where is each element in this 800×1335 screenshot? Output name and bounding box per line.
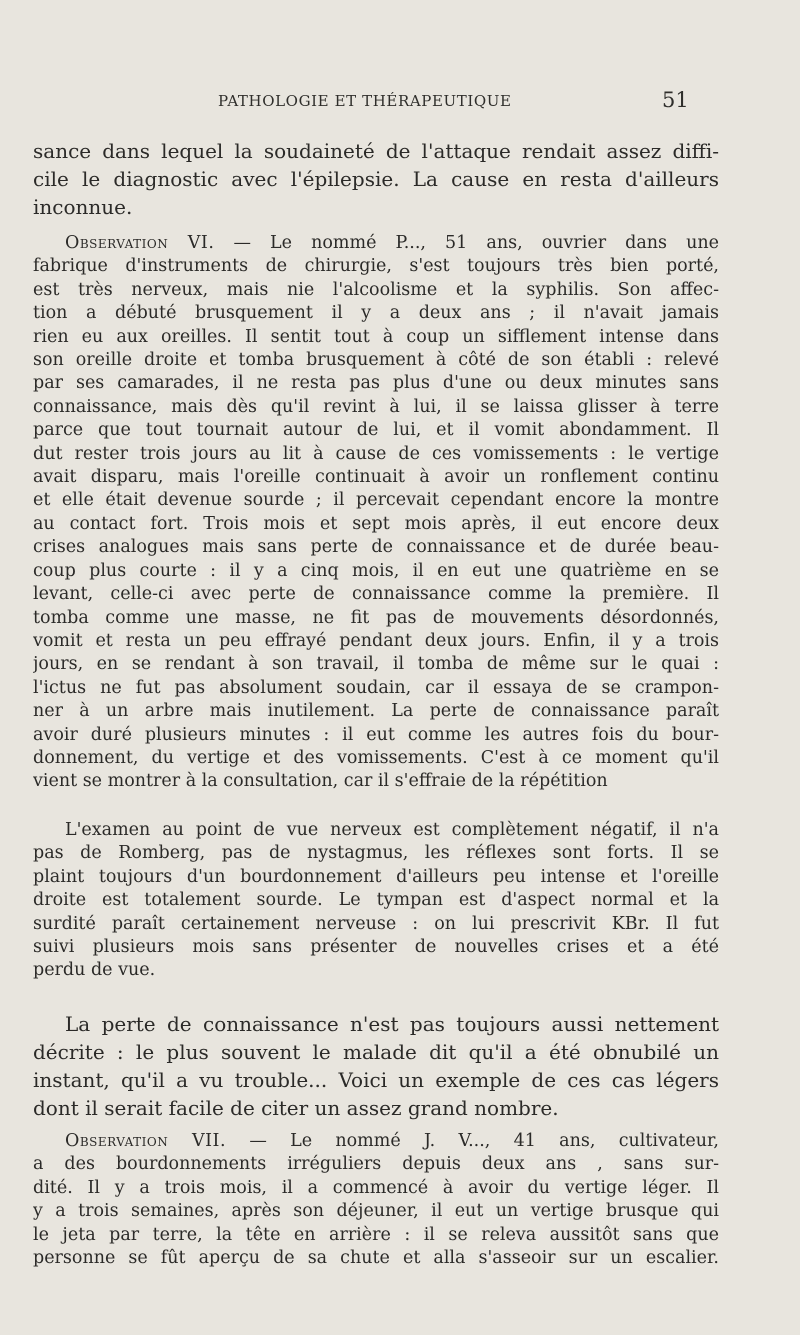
text-line: tomba comme une masse, ne fit pas de mouvements désordonnés, [33, 607, 719, 628]
text-line: vomit et resta un peu effrayé pendant deux jours. Enfin, il y a trois [33, 630, 719, 651]
text-line: donnement, du vertige et des vomissements. C'est à ce moment qu'il [33, 747, 719, 768]
text-line: coup plus courte : il y a cinq mois, il en eut une quatrième en se [33, 560, 719, 581]
exam-paragraph [33, 819, 719, 983]
text-line: pas de Romberg, pas de nystagmus, les réflexes sont forts. Il se [33, 843, 719, 864]
text-line: tion a débuté brusquement il y a deux ans ; il n'avait jamais [33, 303, 719, 324]
text-line: vient se montrer à la consultation, car il s'effraie de la répétition [33, 771, 608, 792]
intro-paragraph [33, 137, 719, 221]
text-line: au contact fort. Trois mois et sept mois après, il eut encore deux [33, 513, 719, 534]
text-line: sance dans lequel la soudaineté de l'attaque rendait assez diffi- [33, 139, 719, 163]
text-line: avoir duré plusieurs minutes : il eut comme les autres fois du bour- [33, 724, 719, 745]
observation-first-line [33, 232, 719, 255]
text-line: droite est totalement sourde. Le tympan est d'aspect normal et la [33, 890, 719, 911]
text-line: levant, celle-ci avec perte de connaissance comme la première. Il [33, 584, 719, 605]
observation-label: Observation VII. [65, 1131, 227, 1151]
text-line: personne se fût aperçu de sa chute et alla s'asseoir sur un escalier. [33, 1248, 719, 1269]
text-line: cile le diagnostic avec l'épilepsie. La cause en resta d'ailleurs [33, 167, 719, 191]
text-line: y a trois semaines, après son déjeuner, il eut un vertige brusque qui [33, 1201, 719, 1222]
observation-text: — Le nommé P..., 51 ans, ouvrier dans une [233, 233, 719, 253]
text-line: son oreille droite et tomba brusquement à côté de son établi : relevé [33, 350, 719, 371]
text-line: jours, en se rendant à son travail, il tomba de même sur le quai : [33, 654, 719, 675]
text-line: crises analogues mais sans perte de connaissance et de durée beau- [33, 537, 719, 558]
text-line: le jeta par terre, la tête en arrière : il se releva aussitôt sans que [33, 1224, 719, 1245]
text-line: a des bourdonnements irréguliers depuis deux ans , sans sur- [33, 1154, 719, 1175]
text-line: par ses camarades, il ne resta pas plus d'une ou deux minutes sans [33, 373, 719, 394]
main-paragraph [33, 1010, 719, 1122]
observation-vii [33, 1130, 719, 1270]
text-line: décrite : le plus souvent le malade dit qu'il a été obnubilé un [33, 1040, 719, 1064]
text-line: perdu de vue. [33, 960, 156, 981]
text-line: avait disparu, mais l'oreille continuait à avoir un ronflement continu [33, 467, 719, 488]
text-line: L'examen au point de vue nerveux est complètement négatif, il n'a [65, 820, 719, 840]
observation-label: Observation VI. [65, 233, 215, 253]
text-line: dut rester trois jours au lit à cause de ces vomissements : le vertige [33, 443, 719, 464]
text-line: instant, qu'il a vu trouble... Voici un exemple de ces cas légers [33, 1068, 719, 1092]
text-line: fabrique d'instruments de chirurgie, s'est toujours très bien porté, [33, 256, 719, 277]
running-head [0, 88, 800, 118]
text-line: dont il serait facile de citer un assez grand nombre. [33, 1096, 559, 1120]
text-line: inconnue. [33, 195, 133, 219]
text-line: plaint toujours d'un bourdonnement d'ailleurs peu intense et l'oreille [33, 866, 719, 887]
text-line: dité. Il y a trois mois, il a commencé à avoir du vertige léger. Il [33, 1177, 719, 1198]
text-line: parce que tout tournait autour de lui, et il vomit abondamment. Il [33, 420, 719, 441]
observation-first-line [33, 1130, 719, 1153]
text-line: surdité paraît certainement nerveuse : on lui prescrivit KBr. Il fut [33, 913, 719, 934]
running-title: PATHOLOGIE ET THÉRAPEUTIQUE [218, 92, 512, 110]
text-line: La perte de connaissance n'est pas toujours aussi nettement [65, 1012, 719, 1036]
observation-text: — Le nommé J. V..., 41 ans, cultivateur, [249, 1131, 719, 1151]
observation-vi [33, 232, 719, 794]
text-line: connaissance, mais dès qu'il revint à lui, il se laissa glisser à terre [33, 396, 719, 417]
text-line: l'ictus ne fut pas absolument soudain, car il essaya de se crampon- [33, 677, 719, 698]
text-line: suivi plusieurs mois sans présenter de nouvelles crises et a été [33, 937, 719, 958]
text-line: est très nerveux, mais nie l'alcoolisme et la syphilis. Son affec- [33, 279, 719, 300]
text-line: rien eu aux oreilles. Il sentit tout à coup un sifflement intense dans [33, 326, 719, 347]
text-line: et elle était devenue sourde ; il percevait cependant encore la montre [33, 490, 719, 511]
text-line: ner à un arbre mais inutilement. La perte de connaissance paraît [33, 701, 719, 722]
page-number: 51 [662, 88, 689, 112]
